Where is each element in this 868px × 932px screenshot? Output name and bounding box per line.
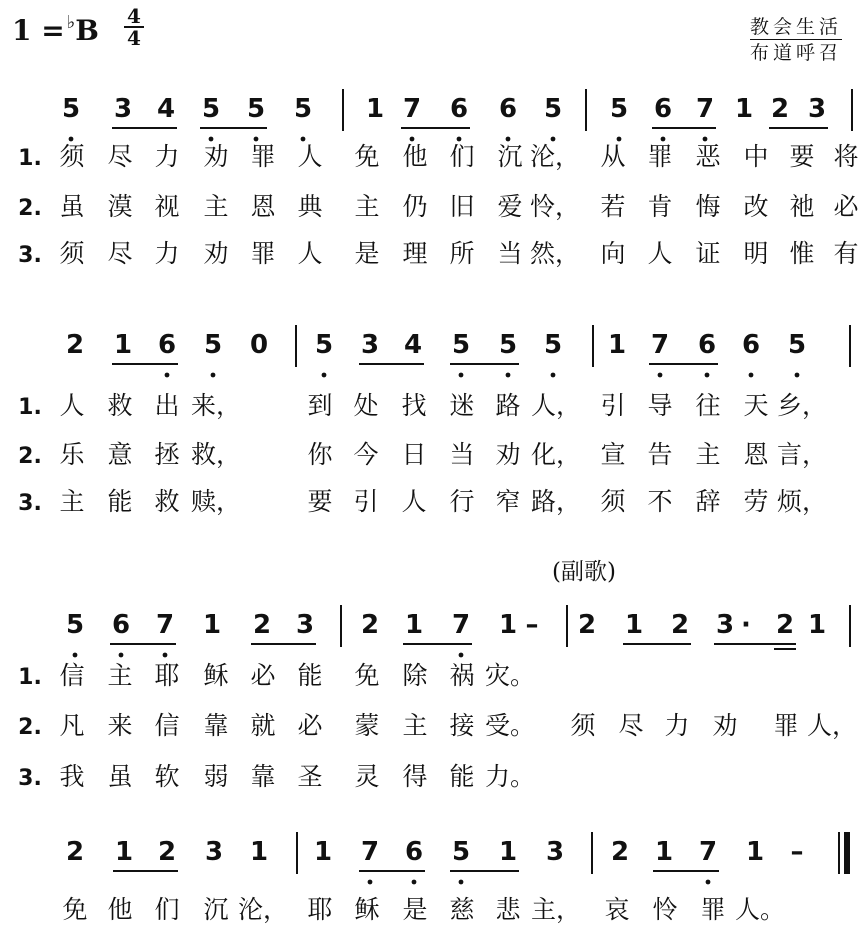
lyric-syllable: 蒙 (354, 711, 380, 740)
verse-number: 3. (18, 243, 42, 268)
lyric-syllable: 典 (297, 192, 323, 221)
lyric-syllable: 罪 (700, 895, 726, 924)
lyric-syllable: 烦， (776, 487, 828, 516)
lyric-syllable: 劝 (203, 142, 229, 171)
verse-number: 2. (18, 196, 42, 221)
verse-number: 2. (18, 444, 42, 469)
flat-sign: ♭ (66, 12, 76, 33)
lyric-syllable: 往 (695, 391, 721, 420)
lyric-syllable: 救 (107, 391, 133, 420)
lyric-syllable: 沉 (203, 895, 229, 924)
lyric-syllable: 劝 (495, 440, 521, 469)
lyric-syllable: 罪 (250, 142, 276, 171)
note: 5 (451, 330, 471, 360)
lyric-syllable: 力 (154, 239, 180, 268)
category-line-2: 布道呼召 (749, 42, 842, 64)
lyric-syllable: 必 (833, 192, 859, 221)
lyric-syllable: 人 (297, 239, 323, 268)
lyric-syllable: 来， (190, 391, 242, 420)
lyric-syllable: 不 (647, 487, 673, 516)
lower-octave-dot (209, 137, 214, 142)
lyric-syllable: 是 (354, 239, 380, 268)
note: 2 (770, 94, 790, 124)
note: 7 (451, 610, 471, 640)
lyric-syllable: 免 (62, 895, 88, 924)
lower-octave-dot (322, 373, 327, 378)
note: 7 (695, 94, 715, 124)
lower-octave-dot (459, 880, 464, 885)
lyric-syllable: 能 (107, 487, 133, 516)
lyric-syllable: 劝 (712, 711, 738, 740)
lower-octave-dot (617, 137, 622, 142)
lyric-syllable: 力。 (484, 762, 536, 791)
lyric-syllable: 就 (250, 711, 276, 740)
lyric-syllable: 出 (154, 391, 180, 420)
note: 2 (775, 610, 795, 640)
lower-octave-dot (119, 653, 124, 658)
verse-number: 1. (18, 665, 42, 690)
lyric-syllable: 受。 (484, 711, 536, 740)
lyric-syllable: 耶 (307, 895, 333, 924)
note: 1 (404, 610, 424, 640)
lyric-syllable: 信 (154, 711, 180, 740)
note: 2 (670, 610, 690, 640)
lyric-syllable: 路， (530, 487, 582, 516)
lyric-syllable: 稣 (354, 895, 380, 924)
note: 3 (715, 610, 735, 640)
note: 7 (698, 837, 718, 867)
note: 3 (113, 94, 133, 124)
lyric-syllable: 尽 (107, 239, 133, 268)
lower-octave-dot (706, 880, 711, 885)
note: 5 (543, 330, 563, 360)
lyric-syllable: 宣 (600, 440, 626, 469)
lyric-syllable: 我 (59, 762, 85, 791)
lyric-syllable: 到 (307, 391, 333, 420)
note: – (790, 837, 804, 867)
lyric-syllable: 弱 (203, 762, 229, 791)
note: 3 (360, 330, 380, 360)
lyric-syllable: 有 (833, 239, 859, 268)
lyric-syllable: 当 (497, 239, 523, 268)
note: 6 (498, 94, 518, 124)
lyric-syllable: 罪 (250, 239, 276, 268)
note: 2 (577, 610, 597, 640)
lower-octave-dot (254, 137, 259, 142)
lyric-syllable: 要 (307, 487, 333, 516)
verse-number: 3. (18, 491, 42, 516)
lyric-syllable: 人 (647, 239, 673, 268)
lyric-syllable: 祂 (789, 192, 815, 221)
note: 0 (249, 330, 269, 360)
lyric-syllable: 接 (449, 711, 475, 740)
note: 3 (295, 610, 315, 640)
lower-octave-dot (551, 373, 556, 378)
verse-number: 3. (18, 766, 42, 791)
lyric-syllable: 中 (743, 142, 769, 171)
chorus-label: (副歌) (552, 559, 616, 585)
lyric-syllable: 然， (529, 239, 581, 268)
lyric-syllable: 主 (695, 440, 721, 469)
lyric-syllable: 乐 (59, 440, 85, 469)
lyric-syllable: 若 (600, 192, 626, 221)
lyric-syllable: 将 (833, 142, 859, 171)
lyric-syllable: 们 (449, 142, 475, 171)
lyric-syllable: 罪 (647, 142, 673, 171)
note: 5 (65, 610, 85, 640)
lyric-syllable: 恶 (695, 142, 721, 171)
lyric-syllable: 得 (402, 762, 428, 791)
note: 6 (404, 837, 424, 867)
lower-octave-dot (749, 373, 754, 378)
lyric-syllable: 主 (107, 661, 133, 690)
lyric-syllable: 天 (743, 391, 769, 420)
lyric-syllable: 窄 (495, 487, 521, 516)
note: 1 (113, 330, 133, 360)
lyric-syllable: 恩 (743, 440, 769, 469)
key-note: B (75, 14, 99, 47)
note: 3 (807, 94, 827, 124)
note: 7 (155, 610, 175, 640)
lyric-syllable: 言， (776, 440, 828, 469)
time-signature-top: 4 (124, 6, 144, 28)
note: – (525, 610, 539, 640)
lyric-syllable: 救 (154, 487, 180, 516)
note: 7 (650, 330, 670, 360)
lower-octave-dot (506, 373, 511, 378)
note: 1 (313, 837, 333, 867)
lyric-syllable: 尽 (618, 711, 644, 740)
note: 2 (157, 837, 177, 867)
lyric-syllable: 漠 (107, 192, 133, 221)
note: 6 (653, 94, 673, 124)
lyric-syllable: 祸 (449, 661, 475, 690)
lyric-syllable: 找 (401, 391, 427, 420)
lyric-syllable: 悲 (495, 895, 521, 924)
note: 5 (609, 94, 629, 124)
lyric-syllable: 人， (530, 391, 582, 420)
lyric-syllable: 耶 (154, 661, 180, 690)
lyric-syllable: 必 (250, 661, 276, 690)
lyric-syllable: 今 (353, 440, 379, 469)
note: 1 (624, 610, 644, 640)
lyric-syllable: 导 (647, 391, 673, 420)
lyric-syllable: 尽 (107, 142, 133, 171)
note: 1 (498, 610, 518, 640)
lyric-syllable: 旧 (449, 192, 475, 221)
lower-octave-dot (703, 137, 708, 142)
lower-octave-dot (506, 137, 511, 142)
lower-octave-dot (412, 880, 417, 885)
note: 1 (734, 94, 754, 124)
note: 5 (451, 837, 471, 867)
lyric-syllable: 人， (806, 711, 858, 740)
lyric-syllable: 理 (402, 239, 428, 268)
lyric-syllable: 救， (190, 440, 242, 469)
lyric-syllable: 力 (154, 142, 180, 171)
lyric-syllable: 哀 (604, 895, 630, 924)
time-signature-bottom: 4 (127, 26, 141, 50)
lyric-syllable: 他 (402, 142, 428, 171)
lyric-syllable: 视 (154, 192, 180, 221)
lyric-syllable: 主 (354, 192, 380, 221)
lyric-syllable: 圣 (297, 762, 323, 791)
lyric-syllable: 人。 (734, 895, 786, 924)
lyric-syllable: 须 (59, 239, 85, 268)
lyric-syllable: 除 (402, 661, 428, 690)
lyric-syllable: 灾。 (484, 661, 536, 690)
note: 5 (203, 330, 223, 360)
lyric-syllable: 明 (743, 239, 769, 268)
lower-octave-dot (661, 137, 666, 142)
lyric-syllable: 沉 (497, 142, 523, 171)
lyric-syllable: 主 (203, 192, 229, 221)
note: 5 (246, 94, 266, 124)
lyric-syllable: 劝 (203, 239, 229, 268)
note: 7 (360, 837, 380, 867)
lyric-syllable: 须 (570, 711, 596, 740)
note: 1 (654, 837, 674, 867)
lyric-syllable: 罪 (773, 711, 799, 740)
lyric-syllable: 拯 (154, 440, 180, 469)
note: 6 (741, 330, 761, 360)
note: 5 (293, 94, 313, 124)
lower-octave-dot (457, 137, 462, 142)
lyric-syllable: 所 (449, 239, 475, 268)
lyric-syllable: 化， (530, 440, 582, 469)
note: 1 (807, 610, 827, 640)
note: 5 (201, 94, 221, 124)
lyric-syllable: 能 (449, 762, 475, 791)
lyric-syllable: 力 (664, 711, 690, 740)
lyric-syllable: 灵 (354, 762, 380, 791)
lyric-syllable: 们 (154, 895, 180, 924)
note: 5 (61, 94, 81, 124)
lower-octave-dot (73, 653, 78, 658)
lyric-syllable: 人 (297, 142, 323, 171)
lyric-syllable: 靠 (203, 711, 229, 740)
lower-octave-dot (163, 653, 168, 658)
lyric-syllable: 靠 (250, 762, 276, 791)
lower-octave-dot (368, 880, 373, 885)
note: 1 (114, 837, 134, 867)
lower-octave-dot (459, 653, 464, 658)
note: 6 (157, 330, 177, 360)
lyric-syllable: 须 (600, 487, 626, 516)
lyric-syllable: 主 (402, 711, 428, 740)
note: 2 (252, 610, 272, 640)
key-prefix: 1 = (12, 14, 65, 47)
lyric-syllable: 来 (107, 711, 133, 740)
note: 5 (498, 330, 518, 360)
lyric-syllable: 肯 (647, 192, 673, 221)
lyric-syllable: 能 (297, 661, 323, 690)
lower-octave-dot (165, 373, 170, 378)
lyric-syllable: 证 (695, 239, 721, 268)
note: 4 (403, 330, 423, 360)
note: 3 (545, 837, 565, 867)
lyric-syllable: 从 (600, 142, 626, 171)
lyric-syllable: 劳 (743, 487, 769, 516)
lower-octave-dot (410, 137, 415, 142)
lyric-syllable: 是 (402, 895, 428, 924)
lower-octave-dot (301, 137, 306, 142)
lyric-syllable: 他 (107, 895, 133, 924)
note: 5 (787, 330, 807, 360)
lower-octave-dot (211, 373, 216, 378)
lyric-syllable: 爱 (497, 192, 523, 221)
lyric-syllable: 当 (449, 440, 475, 469)
category-text-1: 教会生活 (749, 16, 842, 38)
lyric-syllable: 沦， (237, 895, 289, 924)
lyric-syllable: 意 (107, 440, 133, 469)
lyric-syllable: 须 (59, 142, 85, 171)
lyric-syllable: 告 (647, 440, 673, 469)
note: 1 (365, 94, 385, 124)
lyric-syllable: 处 (353, 391, 379, 420)
lower-octave-dot (459, 373, 464, 378)
lyric-syllable: 仍 (402, 192, 428, 221)
note: 1 (202, 610, 222, 640)
lyric-syllable: 改 (743, 192, 769, 221)
lyric-syllable: 恩 (250, 192, 276, 221)
lyric-syllable: 日 (401, 440, 427, 469)
lyric-syllable: 怜 (652, 895, 678, 924)
note: 2 (65, 330, 85, 360)
lyric-syllable: 主 (59, 487, 85, 516)
lyric-syllable: 你 (307, 440, 333, 469)
lyric-syllable: 免 (354, 661, 380, 690)
lyric-syllable: 凡 (59, 711, 85, 740)
lyric-syllable: 乡， (776, 391, 828, 420)
lyric-syllable: 赎， (190, 487, 242, 516)
note: 5 (543, 94, 563, 124)
lower-octave-dot (795, 373, 800, 378)
lower-octave-dot (551, 137, 556, 142)
lyric-syllable: 必 (297, 711, 323, 740)
note: 4 (156, 94, 176, 124)
note: 6 (111, 610, 131, 640)
note: 3 (204, 837, 224, 867)
lower-octave-dot (705, 373, 710, 378)
note: 2 (65, 837, 85, 867)
lyric-syllable: 引 (600, 391, 626, 420)
note: 1 (607, 330, 627, 360)
note: 2 (360, 610, 380, 640)
lyric-syllable: 沦， (529, 142, 581, 171)
lower-octave-dot (658, 373, 663, 378)
lyric-syllable: 辞 (695, 487, 721, 516)
note: 7 (402, 94, 422, 124)
lyric-syllable: 慈 (449, 895, 475, 924)
verse-number: 2. (18, 715, 42, 740)
verse-number: 1. (18, 146, 42, 171)
lyric-syllable: 行 (449, 487, 475, 516)
note: · (741, 610, 751, 640)
lyric-syllable: 引 (353, 487, 379, 516)
note: 5 (314, 330, 334, 360)
lyric-syllable: 迷 (449, 391, 475, 420)
lyric-syllable: 主， (530, 895, 582, 924)
lyric-syllable: 软 (154, 762, 180, 791)
lyric-syllable: 信 (59, 661, 85, 690)
lyric-syllable: 人 (401, 487, 427, 516)
lyric-syllable: 人 (59, 391, 85, 420)
lyric-syllable: 惟 (789, 239, 815, 268)
note: 6 (697, 330, 717, 360)
note: 1 (745, 837, 765, 867)
lyric-syllable: 悔 (695, 192, 721, 221)
lyric-syllable: 虽 (107, 762, 133, 791)
note: 6 (449, 94, 469, 124)
lyric-syllable: 向 (600, 239, 626, 268)
verse-number: 1. (18, 395, 42, 420)
lyric-syllable: 怜， (529, 192, 581, 221)
lyric-syllable: 免 (354, 142, 380, 171)
lyric-syllable: 稣 (203, 661, 229, 690)
note: 2 (610, 837, 630, 867)
lyric-syllable: 虽 (59, 192, 85, 221)
note: 1 (249, 837, 269, 867)
lower-octave-dot (69, 137, 74, 142)
lyric-syllable: 要 (789, 142, 815, 171)
note: 1 (498, 837, 518, 867)
lyric-syllable: 路 (495, 391, 521, 420)
